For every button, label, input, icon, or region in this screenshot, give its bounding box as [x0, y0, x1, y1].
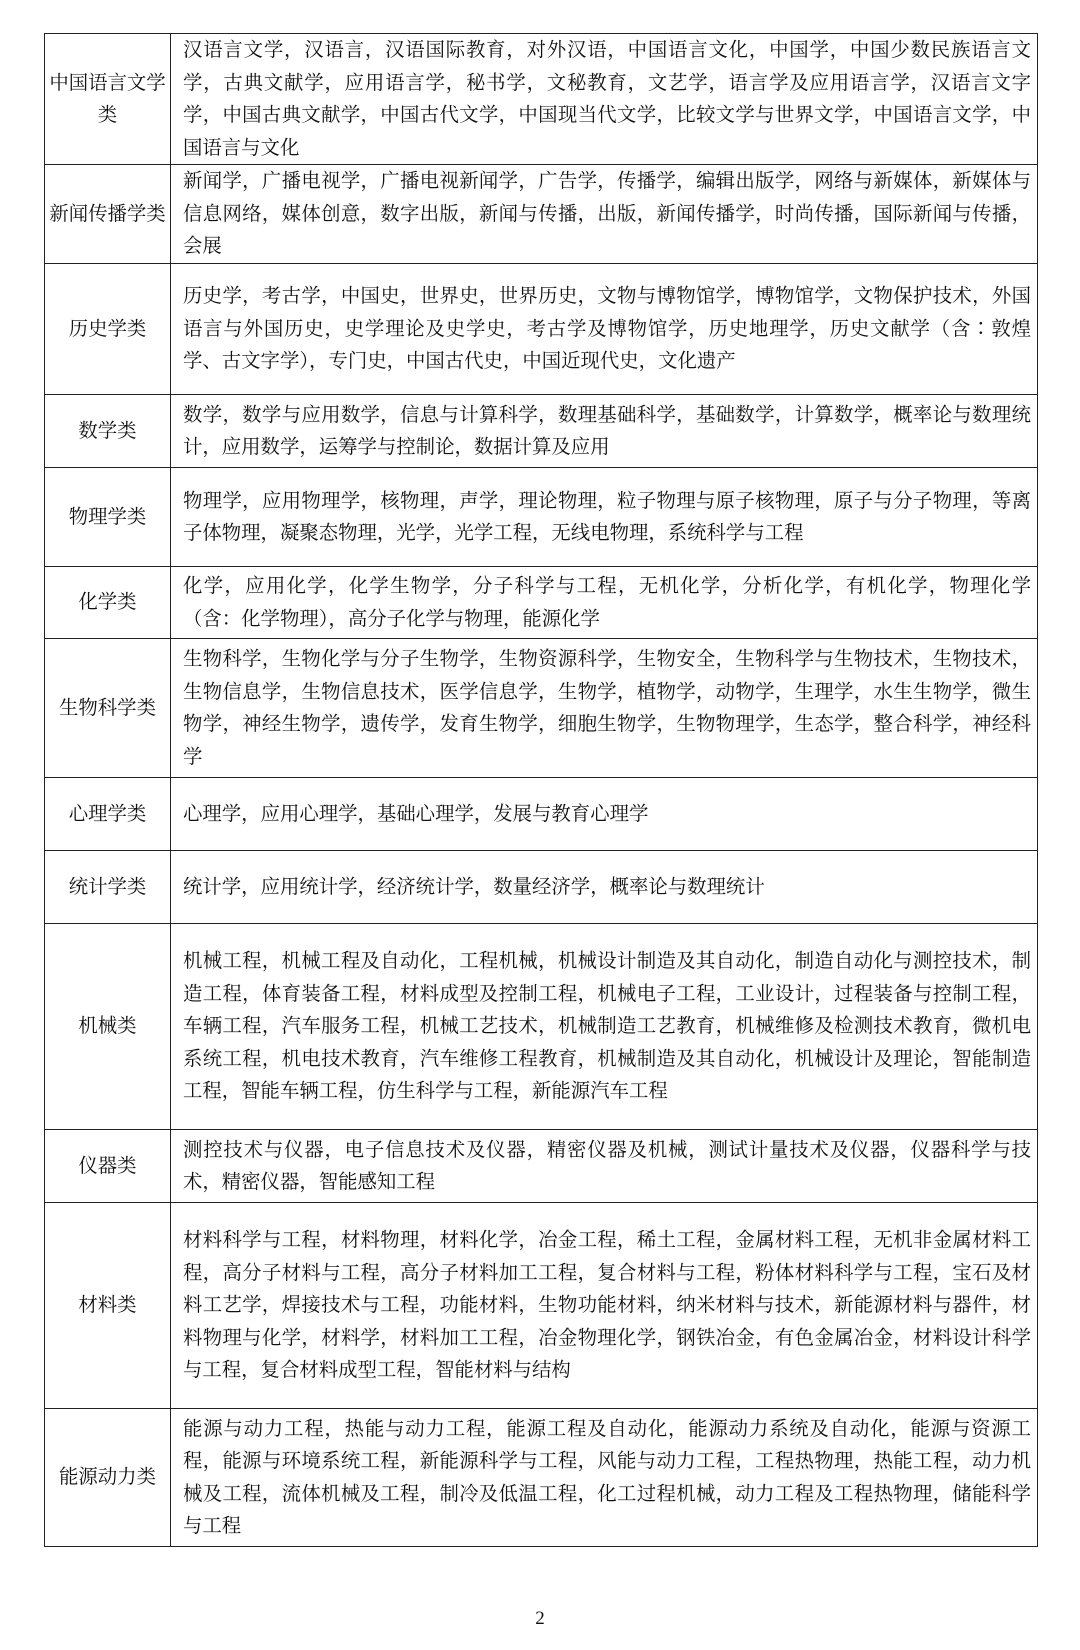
table-row [45, 1409, 1038, 1547]
majors-cell: 新闻学，广播电视学，广播电视新闻学，广告学，传播学，编辑出版学，网络与新媒体，新媒体与信息网络，媒体创意，数字出版，新闻与传播，出版，新闻传播学，时尚传播，国际新闻与传播，会展 [171, 165, 1038, 264]
majors-cell: 测控技术与仪器，电子信息技术及仪器，精密仪器及机械，测试计量技术及仪器，仪器科学与技术，精密仪器，智能感知工程 [171, 1130, 1038, 1203]
table-row [45, 1130, 1038, 1203]
majors-cell: 材料科学与工程，材料物理，材料化学，冶金工程，稀土工程，金属材料工程，无机非金属材料工程，高分子材料与工程，高分子材料加工工程，复合材料与工程，粉体材料科学与工程，宝石及材料工艺学，焊接技术与工程，功能材料，生物功能材料，纳米材料与技术，新能源材料与器件，材料物理与化学，材料学，材料加工工程，冶金物理化学，钢铁冶金，有色金属冶金，材料设计科学与工程，复合材料成型工程，智能材料与结构 [171, 1203, 1038, 1409]
table-row [45, 1203, 1038, 1409]
majors-cell: 统计学，应用统计学，经济统计学，数量经济学，概率论与数理统计 [171, 851, 1038, 924]
majors-cell: 数学，数学与应用数学，信息与计算科学，数理基础科学，基础数学，计算数学，概率论与数理统计，应用数学，运筹学与控制论，数据计算及应用 [171, 395, 1038, 468]
category-cell: 材料类 [45, 1203, 171, 1409]
majors-cell: 汉语言文学，汉语言，汉语国际教育，对外汉语，中国语言文化，中国学，中国少数民族语言文学，古典文献学，应用语言学，秘书学，文秘教育，文艺学，语言学及应用语言学，汉语言文字学，中国古典文献学，中国古代文学，中国现当代文学，比较文学与世界文学，中国语言文学，中国语言与文化 [171, 34, 1038, 165]
category-cell: 历史学类 [45, 264, 171, 395]
table-row [45, 468, 1038, 567]
majors-cell: 生物科学，生物化学与分子生物学，生物资源科学，生物安全，生物科学与生物技术，生物技术，生物信息学，生物信息技术，医学信息学，生物学，植物学，动物学，生理学，水生生物学，微生物学，神经生物学，遗传学，发育生物学，细胞生物学，生物物理学，生态学，整合科学，神经科学 [171, 639, 1038, 778]
category-cell: 统计学类 [45, 851, 171, 924]
majors-table [44, 33, 1038, 1547]
category-cell: 机械类 [45, 924, 171, 1130]
category-cell: 能源动力类 [45, 1409, 171, 1547]
table-row [45, 264, 1038, 395]
table-row [45, 34, 1038, 165]
majors-cell: 机械工程，机械工程及自动化，工程机械，机械设计制造及其自动化，制造自动化与测控技术，制造工程，体育装备工程，材料成型及控制工程，机械电子工程，工业设计，过程装备与控制工程，车辆工程，汽车服务工程，机械工艺技术，机械制造工艺教育，机械维修及检测技术教育，微机电系统工程，机电技术教育，汽车维修工程教育，机械制造及其自动化，机械设计及理论，智能制造工程，智能车辆工程，仿生科学与工程，新能源汽车工程 [171, 924, 1038, 1130]
majors-cell: 能源与动力工程，热能与动力工程，能源工程及自动化，能源动力系统及自动化，能源与资源工程，能源与环境系统工程，新能源科学与工程，风能与动力工程，工程热物理，热能工程，动力机械及工程，流体机械及工程，制冷及低温工程，化工过程机械，动力工程及工程热物理，储能科学与工程 [171, 1409, 1038, 1547]
category-cell: 数学类 [45, 395, 171, 468]
category-cell: 生物科学类 [45, 639, 171, 778]
category-cell: 新闻传播学类 [45, 165, 171, 264]
majors-cell: 化学，应用化学，化学生物学，分子科学与工程，无机化学，分析化学，有机化学，物理化学（含：化学物理），高分子化学与物理，能源化学 [171, 567, 1038, 639]
majors-cell: 历史学，考古学，中国史，世界史，世界历史，文物与博物馆学，博物馆学，文物保护技术，外国语言与外国历史，史学理论及史学史，考古学及博物馆学，历史地理学，历史文献学（含∶敦煌学、古文字学），专门史，中国古代史，中国近现代史，文化遗产 [171, 264, 1038, 395]
category-cell: 化学类 [45, 567, 171, 639]
category-cell: 仪器类 [45, 1130, 171, 1203]
category-cell: 物理学类 [45, 468, 171, 567]
table-row [45, 778, 1038, 851]
page-number: 2 [535, 1608, 545, 1629]
category-cell: 心理学类 [45, 778, 171, 851]
majors-cell: 心理学，应用心理学，基础心理学，发展与教育心理学 [171, 778, 1038, 851]
table-row [45, 165, 1038, 264]
table-row [45, 567, 1038, 639]
table-row [45, 395, 1038, 468]
category-cell: 中国语言文学类 [45, 34, 171, 165]
majors-cell: 物理学，应用物理学，核物理，声学，理论物理，粒子物理与原子核物理，原子与分子物理，等离子体物理，凝聚态物理，光学，光学工程，无线电物理，系统科学与工程 [171, 468, 1038, 567]
table-row [45, 924, 1038, 1130]
table-row [45, 639, 1038, 778]
table-row [45, 851, 1038, 924]
